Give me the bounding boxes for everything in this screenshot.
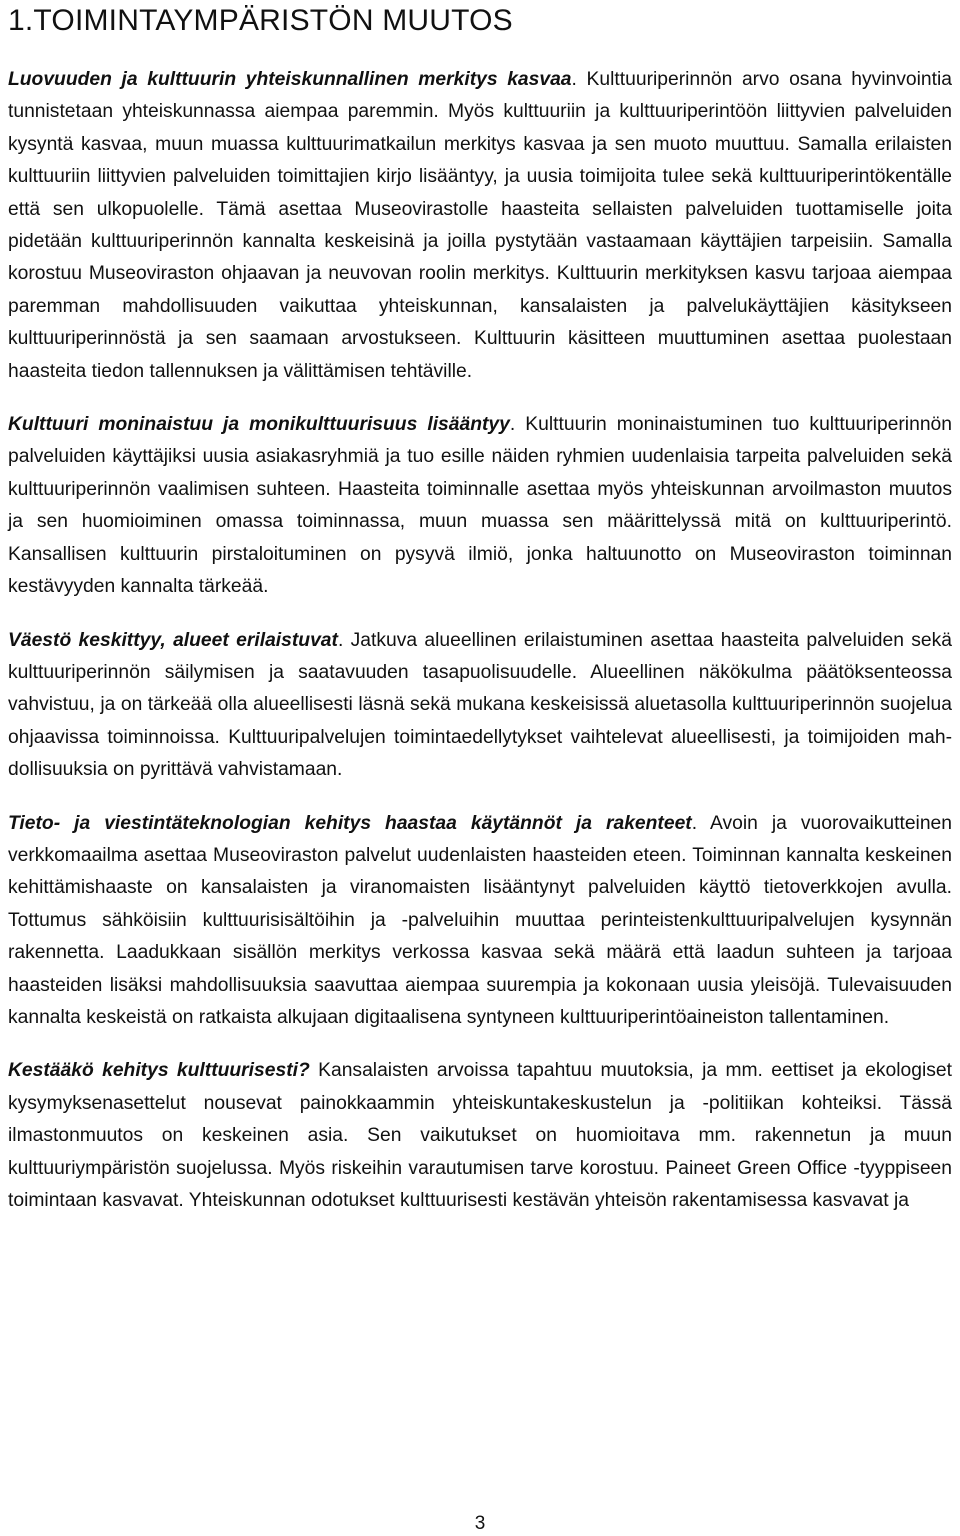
document-page bbox=[8, 0, 952, 1217]
paragraph-body: Jatkuva alueellinen erilaistuminen asettaa haasteita palveluiden sekä kulttuuriperinnön säilymisen ja saatavuuden tasapuolisuudelle. Alueellinen näkökulma päätöksenteossa vahvistuu, ja on tärkeää olla alueellisesti läsnä sekä mukana keskeisissä aluetasolla kulttuuriperinnön suojelua ohjaavissa toiminnoissa. Kulttuuripalvelujen toimintaedellytykset vaihtelevat alueellisesti, ja toimijoiden mahdollisuuksia on pyrittävä vahvistamaan. bbox=[8, 629, 952, 781]
lead-punctuation: . bbox=[337, 629, 344, 651]
paragraph-body: Kulttuuriperinnön arvo osana hyvinvointia tunnistetaan yhteiskunnassa aiempaa paremmin. Myös kulttuuriin ja kulttuuriperintöön liittyvien palveluiden kysyntä kasvaa, muun muassa kulttuurimatkailun merkitys kasvaa ja sen muoto muuttuu. Samalla erilaisten kulttuuriin liittyvien palveluiden toimittajien kirjo lisääntyy, ja uusia toimijoita tulee sekä kulttuuriperintökentälle että sen ulkopuolelle. Tämä asettaa Museovirastolle haasteita sellaisten palveluiden tuottamiselle joita pidetään kulttuuriperinnön kannalta keskeisinä ja joilla pystytään vastaamaan käyttäjien tarpeisiin. Samalla korostuu Museoviraston ohjaavan ja neuvovan roolin merkitys. Kulttuurin merkityksen kasvu tarjoaa aiempaa paremman mahdollisuuden vaikuttaa yhteiskunnan, kansalaisten ja palvelukäyttäjien käsitykseen kulttuuriperinnöstä ja sen saamaan arvostukseen. Kulttuurin käsitteen muuttuminen asettaa puolestaan haasteita tiedon tallennuksen ja välittämisen tehtäville. bbox=[8, 69, 952, 382]
paragraph-ict-development bbox=[8, 808, 952, 1035]
paragraph-lead: Tieto- ja viestintäteknologian kehitys haastaa käytännöt ja rakenteet bbox=[8, 812, 692, 834]
paragraph-lead: Väestö keskittyy, alueet erilaistuvat bbox=[8, 629, 338, 651]
lead-punctuation: . bbox=[571, 69, 577, 90]
paragraph-body: Kansalaisten arvoissa tapahtuu muutoksia, ja mm. eettiset ja ekologiset kysymyksenasettelut nousevat painokkaammin yhteiskuntakeskustelun ja -politiikan kohteiksi. Tässä ilmastonmuutos on keskeinen asia. Sen vaikutukset on huomioitava mm. rakennetun ja muun kulttuuriympäristön suojelussa. Myös riskeihin varautumisen tarve korostuu. Paineet Green Office -tyyppiseen toimintaan kasvavat. Yhteiskunnan odotukset kulttuurisesti kestävän yhteisön rakentamisessa kasvavat ja bbox=[8, 1060, 952, 1211]
paragraph-cultural-sustainability bbox=[8, 1055, 952, 1217]
paragraph-lead: Kulttuuri moninaistuu ja monikulttuurisuus lisääntyy bbox=[8, 414, 510, 436]
paragraph-culture-significance bbox=[8, 64, 952, 388]
paragraph-regional-differentiation bbox=[8, 625, 952, 787]
chapter-heading: 1.TOIMINTAYMPÄRISTÖN MUUTOS bbox=[8, 4, 513, 37]
paragraph-lead: Kestääkö kehitys kulttuurisesti? bbox=[8, 1060, 310, 1082]
paragraph-body: Avoin ja vuorovaikutteinen verkkomaailma asettaa Museoviraston palvelut uudenlaisten haasteiden eteen. Toiminnan kannalta keskeinen kehittämishaaste on kansalaisten ja viranomaisten lisääntynyt palveluiden käyttö tietoverkkojen avulla. Tottumus sähköisiin kulttuurisisältöihin ja -palveluihin muuttaa perinteistenkulttuuripalvelujen kysynnän rakennetta. Laadukkaan sisällön merkitys verkossa kasvaa sekä määrä että laadun suhteen ja tarjoaa haasteiden lisäksi mahdollisuuksia saavuttaa aiempaa suurempia ja kokonaan uusia yleisöjä. Tulevaisuuden kannalta keskeistä on ratkaista alkujaan digitaalisena syntyneen kulttuuriperintöaineiston tallentaminen. bbox=[8, 812, 953, 1028]
paragraph-multiculturalism bbox=[8, 409, 952, 603]
page-number: 3 bbox=[474, 1513, 486, 1534]
lead-punctuation: . bbox=[509, 414, 516, 436]
paragraph-body: Kulttuurin moninaistuminen tuo kulttuuriperinnön palveluiden käyttäjiksi uusia asiakasryhmiä ja tuo esille näiden ryhmien uudenlaisia tarpeita palveluiden sekä kulttuuriperinnön vaalimisen suhteen. Haasteita toiminnalle asettaa myös yhteiskunnan arvoilmaston muutos ja sen huomioiminen omassa toiminnassa, muun muassa sen määrittelyssä mitä on kulttuuriperintö. Kansallisen kulttuurin pirstaloituminen on pysyvä ilmiö, jonka haltuunotto on Museoviraston toiminnan kestävyyden kannalta tärkeää. bbox=[8, 414, 952, 598]
paragraph-lead: Luovuuden ja kulttuurin yhteiskunnallinen merkitys kasvaa bbox=[8, 69, 572, 90]
lead-punctuation: . bbox=[691, 812, 698, 834]
